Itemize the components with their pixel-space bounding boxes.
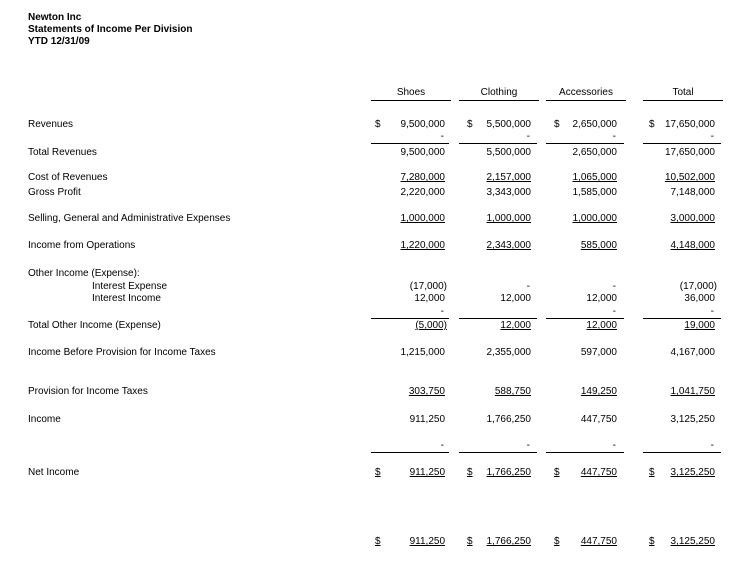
dash-mark: -: [440, 306, 444, 317]
label-net-income: Net Income: [28, 467, 80, 478]
cell-total-revenues-clothing: 5,500,000: [486, 147, 531, 158]
cell-ops-shoes: 1,220,000: [400, 240, 445, 251]
dollar-sign: $: [554, 536, 560, 547]
dash-mark: -: [526, 440, 530, 451]
label-sga: Selling, General and Administrative Expenses: [28, 213, 231, 224]
cell-cost-accessories: 1,065,000: [572, 172, 617, 183]
column-header-clothing: Clothing: [459, 87, 539, 101]
label-income-ops: Income from Operations: [28, 240, 136, 251]
column-header-shoes: Shoes: [371, 87, 451, 101]
label-provision: Provision for Income Taxes: [28, 386, 148, 397]
cell-provision-accessories: 149,250: [580, 386, 617, 397]
cell-gross-shoes: 2,220,000: [400, 187, 445, 198]
cell-net-total: 3,125,250: [670, 467, 715, 478]
rule: [546, 452, 624, 453]
cell-sga-total: 3,000,000: [670, 213, 715, 224]
cell-total-revenues-accessories: 2,650,000: [572, 147, 617, 158]
cell-net-accessories: 447,750: [580, 467, 617, 478]
label-revenues: Revenues: [28, 119, 74, 130]
rule: [459, 143, 537, 144]
cell-other-shoes: (5,000): [415, 320, 447, 331]
cell-sga-accessories: 1,000,000: [572, 213, 617, 224]
label-total-revenues: Total Revenues: [28, 147, 97, 158]
dash-mark: -: [440, 131, 444, 142]
cell-income-accessories: 447,750: [580, 414, 617, 425]
dash-mark: -: [612, 306, 616, 317]
cell-other-total: 19,000: [684, 320, 715, 331]
cell-int-exp-shoes: (17,000): [409, 281, 447, 292]
cell-net-clothing: 1,766,250: [486, 467, 531, 478]
cell-sga-clothing: 1,000,000: [486, 213, 531, 224]
cell-total-revenues-shoes: 9,500,000: [400, 147, 445, 158]
cell-int-exp-accessories: -: [612, 281, 616, 292]
dash-mark: -: [710, 306, 714, 317]
cell-provision-clothing: 588,750: [494, 386, 531, 397]
label-cost-of-revenues: Cost of Revenues: [28, 172, 108, 183]
cell-provision-shoes: 303,750: [408, 386, 445, 397]
cell-gross-clothing: 3,343,000: [486, 187, 531, 198]
cell-revenues-accessories: 2,650,000: [572, 119, 617, 130]
cell-cost-clothing: 2,157,000: [486, 172, 531, 183]
cell-cost-shoes: 7,280,000: [400, 172, 445, 183]
label-interest-income: Interest Income: [92, 293, 161, 304]
cell-int-inc-total: 36,000: [684, 293, 715, 304]
dollar-sign: $: [375, 467, 381, 478]
dash-mark: -: [710, 131, 714, 142]
cell-revenues-total: 17,650,000: [664, 119, 715, 130]
cell-revenues-clothing: 5,500,000: [486, 119, 531, 130]
rule: [643, 143, 721, 144]
cell-before-accessories: 597,000: [580, 347, 617, 358]
cell-before-total: 4,167,000: [670, 347, 715, 358]
cell-total-revenues-total: 17,650,000: [664, 147, 715, 158]
cell-int-exp-clothing: -: [526, 281, 530, 292]
cell-sga-shoes: 1,000,000: [400, 213, 445, 224]
company-name: Newton Inc: [28, 12, 82, 23]
cell-before-clothing: 2,355,000: [486, 347, 531, 358]
cell-income-shoes: 911,250: [409, 414, 445, 425]
rule: [371, 318, 449, 319]
cell-income-total: 3,125,250: [670, 414, 715, 425]
dollar-sign: $: [467, 119, 473, 130]
cell-before-shoes: 1,215,000: [400, 347, 445, 358]
dollar-sign: $: [375, 536, 381, 547]
label-total-other: Total Other Income (Expense): [28, 320, 161, 331]
cell-final-accessories: 447,750: [580, 536, 617, 547]
cell-other-accessories: 12,000: [586, 320, 617, 331]
dash-mark: -: [526, 131, 530, 142]
column-header-accessories: Accessories: [546, 87, 626, 101]
rule: [459, 318, 537, 319]
rule: [459, 452, 537, 453]
cell-gross-total: 7,148,000: [670, 187, 715, 198]
report-title: Statements of Income Per Division: [28, 24, 193, 35]
cell-revenues-shoes: 9,500,000: [400, 119, 445, 130]
dash-mark: -: [440, 440, 444, 451]
dollar-sign: $: [554, 119, 560, 130]
column-header-total: Total: [643, 87, 723, 101]
cell-ops-accessories: 585,000: [580, 240, 617, 251]
cell-income-clothing: 1,766,250: [486, 414, 531, 425]
label-income: Income: [28, 414, 61, 425]
dollar-sign: $: [375, 119, 381, 130]
cell-ops-clothing: 2,343,000: [486, 240, 531, 251]
dash-mark: -: [710, 440, 714, 451]
cell-provision-total: 1,041,750: [670, 386, 715, 397]
label-income-before-taxes: Income Before Provision for Income Taxes: [28, 347, 216, 358]
cell-net-shoes: 911,250: [409, 467, 445, 478]
dollar-sign: $: [649, 119, 655, 130]
rule: [546, 318, 624, 319]
cell-gross-accessories: 1,585,000: [572, 187, 617, 198]
report-period: YTD 12/31/09: [28, 36, 90, 47]
label-other-income: Other Income (Expense):: [28, 268, 140, 279]
cell-int-inc-clothing: 12,000: [500, 293, 531, 304]
dash-mark: -: [612, 131, 616, 142]
dollar-sign: $: [649, 536, 655, 547]
cell-other-clothing: 12,000: [500, 320, 531, 331]
cell-int-exp-total: (17,000): [679, 281, 717, 292]
rule: [643, 452, 721, 453]
cell-final-clothing: 1,766,250: [486, 536, 531, 547]
label-interest-expense: Interest Expense: [92, 281, 168, 292]
label-gross-profit: Gross Profit: [28, 187, 81, 198]
rule: [643, 318, 721, 319]
cell-final-total: 3,125,250: [670, 536, 715, 547]
rule: [371, 143, 449, 144]
cell-int-inc-accessories: 12,000: [586, 293, 617, 304]
dollar-sign: $: [554, 467, 560, 478]
dollar-sign: $: [467, 467, 473, 478]
dash-mark: -: [612, 440, 616, 451]
cell-ops-total: 4,148,000: [670, 240, 715, 251]
cell-final-shoes: 911,250: [409, 536, 445, 547]
cell-int-inc-shoes: 12,000: [414, 293, 445, 304]
cell-cost-total: 10,502,000: [664, 172, 715, 183]
rule: [371, 452, 449, 453]
rule: [546, 143, 624, 144]
dollar-sign: $: [467, 536, 473, 547]
dollar-sign: $: [649, 467, 655, 478]
